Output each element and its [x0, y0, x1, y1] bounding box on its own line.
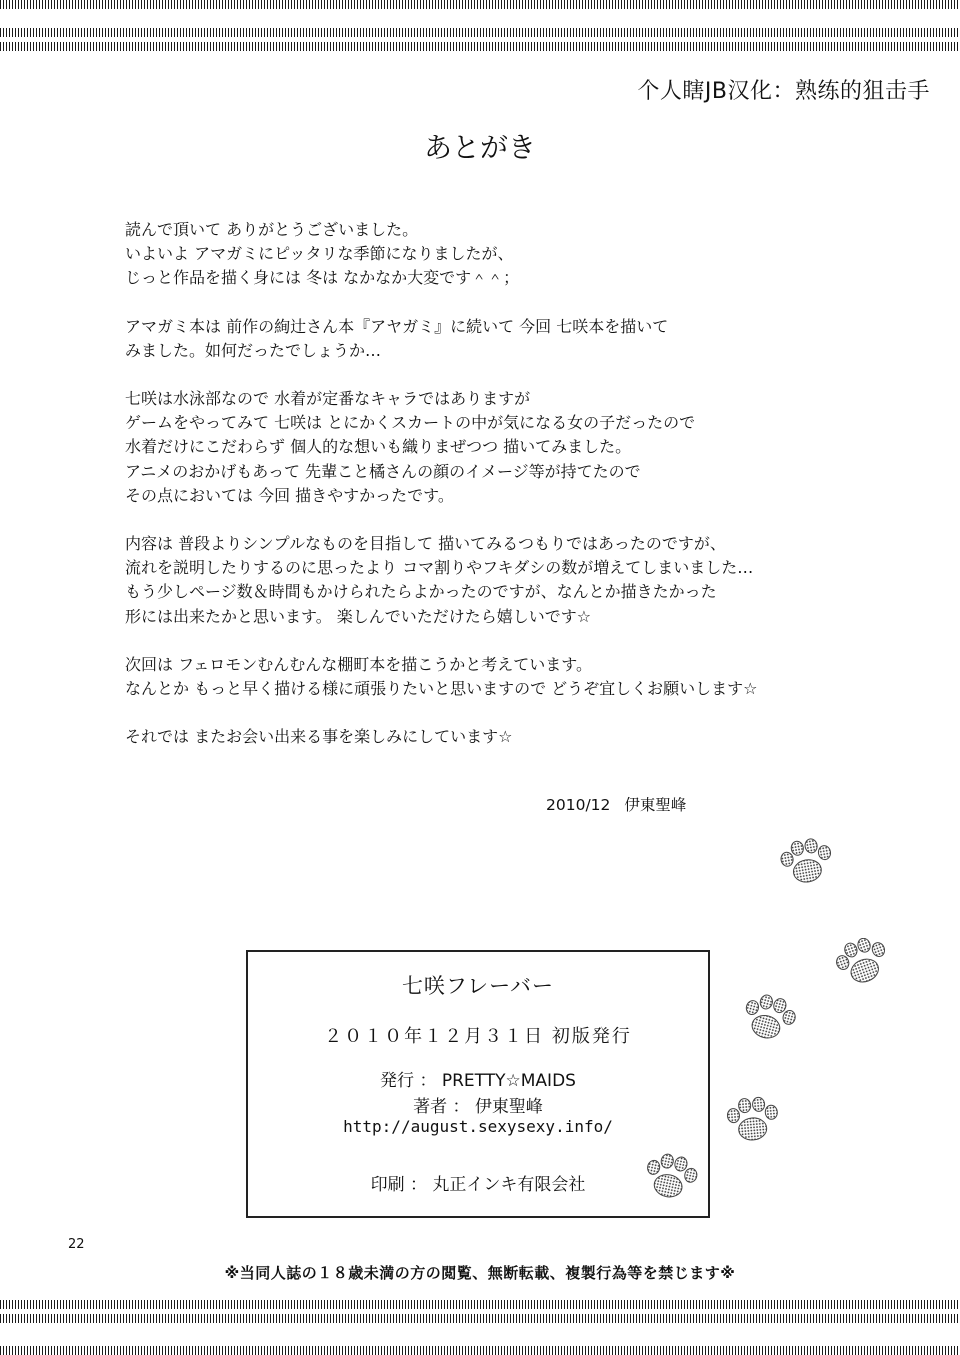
- bottom-stripe-3: [0, 1346, 960, 1355]
- paragraph: [125, 725, 885, 749]
- paw-print-icon: [832, 938, 892, 988]
- text-line: それでは またお会い出来る事を楽しみにしています☆: [125, 727, 513, 747]
- bottom-stripe-1: [0, 1300, 960, 1309]
- paragraph: [125, 387, 885, 508]
- book-title: 七咲フレーバー: [401, 974, 555, 998]
- top-stripe-3: [0, 42, 960, 51]
- text-line: 形には出来たかと思います。 楽しんでいただけたら嬉しいです☆: [125, 606, 592, 626]
- paw-print-icon: [738, 994, 798, 1044]
- top-stripe-1: [0, 0, 960, 9]
- text-line: 読んで頂いて ありがとうございました。: [125, 220, 419, 239]
- translation-credit: 个人瞎JB汉化：熟练的狙击手: [637, 79, 930, 104]
- publisher-line: 発行 ： PRETTY☆MAIDS: [380, 1071, 576, 1091]
- text-line: 内容は 普段よりシンプルなものを目指して 描いてみるつもりではあったのですが、: [125, 534, 726, 554]
- colophon-box: [246, 950, 710, 1218]
- text-line: アニメのおかげもあって 先輩こと橘さんの顔のイメージ等が持てたので: [125, 461, 641, 481]
- paw-print-icon: [722, 1096, 782, 1146]
- bottom-stripe-2: [0, 1314, 960, 1323]
- printer-line: 印刷 ： 丸正インキ有限会社: [370, 1175, 586, 1195]
- afterword-body: [125, 218, 885, 773]
- text-line: 次回は フェロモンむんむんな棚町本を描こうかと考えています。: [125, 654, 593, 674]
- text-line: その点においては 今回 描きやすかったです。: [125, 485, 454, 505]
- text-line: 流れを説明したりするのに思ったより コマ割りやフキダシの数が増えてしまいました…: [125, 558, 754, 578]
- text-line: アマガミ本は 前作の絢辻さん本『アヤガミ』に続いて 今回 七咲本を描いて: [125, 316, 669, 336]
- author-line: 著者 ： 伊東聖峰: [413, 1097, 543, 1117]
- text-line: なんとか もっと早く描ける様に頑張りたいと思いますので どうぞ宜しくお願いします☆: [125, 679, 758, 699]
- signature-author: 伊東聖峰: [624, 796, 687, 814]
- paragraph: [125, 532, 885, 629]
- text-line: じっと作品を描く身には 冬は なかなか大変です＾＾；: [125, 268, 520, 288]
- text-line: みました。如何だったでしょうか…: [125, 340, 382, 360]
- page-title: あとがき: [423, 131, 536, 164]
- text-line: もう少しページ数＆時間もかけられたらよかったのですが、なんとか描きたかった: [125, 582, 717, 602]
- text-line: ゲームをやってみて 七咲は とにかくスカートの中が気になる女の子だったので: [125, 413, 696, 433]
- text-line: 水着だけにこだわらず 個人的な想いも織りまぜつつ 描いてみました。: [125, 437, 632, 457]
- page-number: 22: [68, 1237, 85, 1252]
- age-restriction-notice: ※当同人誌の１８歳未満の方の閲覧、無断転載、複製行為等を禁じます※: [224, 1264, 736, 1282]
- top-stripe-2: [0, 28, 960, 37]
- signature-date: 2010/12: [546, 796, 611, 814]
- text-line: いよいよ アマガミにピッタリな季節になりましたが、: [125, 244, 514, 264]
- text-line: 七咲は水泳部なので 水着が定番なキャラではありますが: [125, 389, 531, 409]
- paragraph: [125, 653, 885, 701]
- signature: [546, 793, 686, 815]
- paragraph: [125, 218, 885, 291]
- paragraph: [125, 315, 885, 363]
- edition-date: ２０１０年１２月３１日 初版発行: [324, 1026, 632, 1047]
- paw-print-icon: [776, 838, 836, 888]
- website-url: http://august.sexysexy.info/: [343, 1117, 613, 1136]
